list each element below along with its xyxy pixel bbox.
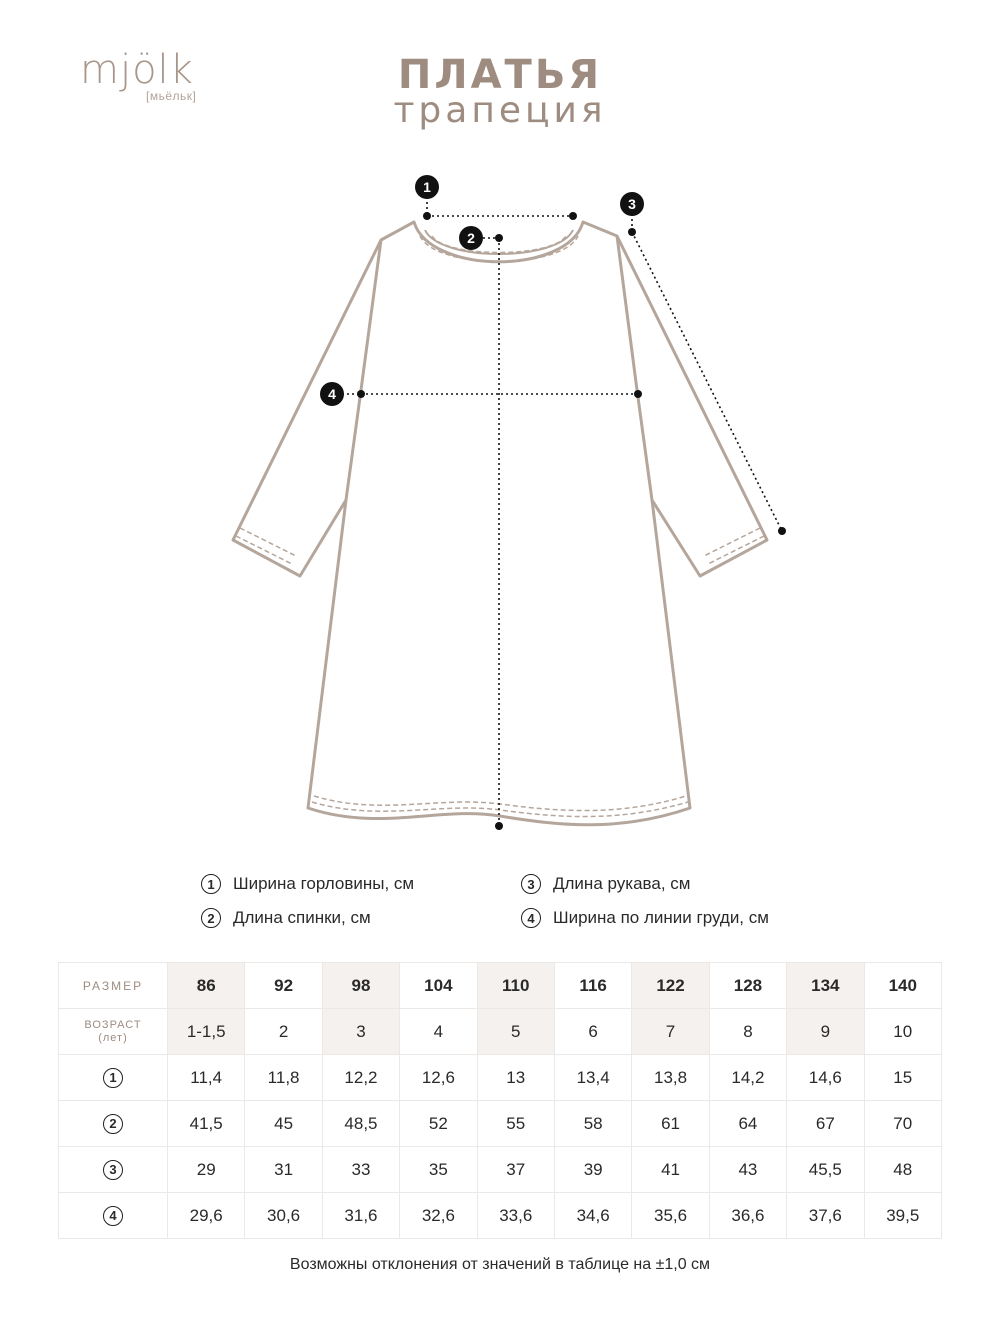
table-cell: 12,6: [400, 1055, 477, 1101]
table-cell: 61: [632, 1101, 709, 1147]
size-cell: 116: [554, 963, 631, 1009]
table-cell: 48,5: [322, 1101, 399, 1147]
table-cell: 31,6: [322, 1193, 399, 1239]
svg-text:3: 3: [628, 196, 636, 212]
size-cell: 134: [787, 963, 864, 1009]
marker-2: [459, 226, 483, 250]
brand-name: mjölk: [80, 47, 194, 93]
table-cell: 14,2: [709, 1055, 786, 1101]
table-cell: 70: [864, 1101, 941, 1147]
age-cell: 8: [709, 1009, 786, 1055]
measure-number: 2: [103, 1114, 123, 1134]
age-label-unit: (лет): [98, 1031, 128, 1044]
table-cell: 48: [864, 1147, 941, 1193]
measure-label: [59, 1055, 168, 1101]
legend-item-3: [521, 874, 690, 894]
legend-number: 4: [521, 908, 541, 928]
legend-item-1: [201, 874, 414, 894]
table-cell: 30,6: [245, 1193, 322, 1239]
legend-item-2: [201, 908, 371, 928]
legend-text: Длина спинки, см: [233, 908, 371, 927]
table-cell: 29,6: [168, 1193, 245, 1239]
table-cell: 43: [709, 1147, 786, 1193]
size-table: [58, 962, 942, 1239]
legend-number: 2: [201, 908, 221, 928]
age-cell: 7: [632, 1009, 709, 1055]
table-row-measure-4: [59, 1193, 942, 1239]
svg-text:1: 1: [423, 179, 431, 195]
age-cell: 2: [245, 1009, 322, 1055]
table-cell: 64: [709, 1101, 786, 1147]
age-cell: 5: [477, 1009, 554, 1055]
table-cell: 39: [554, 1147, 631, 1193]
age-cell: 3: [322, 1009, 399, 1055]
measure-label: [59, 1101, 168, 1147]
size-cell: 86: [168, 963, 245, 1009]
table-cell: 45,5: [787, 1147, 864, 1193]
table-cell: 32,6: [400, 1193, 477, 1239]
svg-text:2: 2: [467, 230, 475, 246]
table-cell: 31: [245, 1147, 322, 1193]
table-cell: 12,2: [322, 1055, 399, 1101]
table-cell: 33: [322, 1147, 399, 1193]
table-cell: 58: [554, 1101, 631, 1147]
table-cell: 35,6: [632, 1193, 709, 1239]
measure-number: 1: [103, 1068, 123, 1088]
measure-number: 4: [103, 1206, 123, 1226]
table-cell: 37: [477, 1147, 554, 1193]
marker-3: [620, 192, 644, 216]
page-title: ПЛАТЬЯ: [397, 52, 603, 98]
table-cell: 52: [400, 1101, 477, 1147]
table-cell: 36,6: [709, 1193, 786, 1239]
table-cell: 41,5: [168, 1101, 245, 1147]
size-cell: 104: [400, 963, 477, 1009]
measure-number: 3: [103, 1160, 123, 1180]
size-cell: 140: [864, 963, 941, 1009]
age-cell: 6: [554, 1009, 631, 1055]
size-cell: 128: [709, 963, 786, 1009]
table-cell: 29: [168, 1147, 245, 1193]
size-cell: 122: [632, 963, 709, 1009]
table-cell: 11,4: [168, 1055, 245, 1101]
marker-4: [320, 382, 344, 406]
table-cell: 55: [477, 1101, 554, 1147]
table-cell: 37,6: [787, 1193, 864, 1239]
page-subtitle: трапеция: [393, 90, 607, 131]
size-cell: 98: [322, 963, 399, 1009]
size-cell: 92: [245, 963, 322, 1009]
legend-number: 1: [201, 874, 221, 894]
age-cell: 1-1,5: [168, 1009, 245, 1055]
age-cell: 10: [864, 1009, 941, 1055]
table-cell: 15: [864, 1055, 941, 1101]
legend-item-4: [521, 908, 769, 928]
table-cell: 35: [400, 1147, 477, 1193]
tolerance-note: Возможны отклонения от значений в таблице на ±1,0 см: [289, 1256, 711, 1273]
age-cell: 4: [400, 1009, 477, 1055]
age-label: [59, 1009, 168, 1055]
table-cell: 13,4: [554, 1055, 631, 1101]
dress-outline: [233, 222, 767, 825]
table-cell: 11,8: [245, 1055, 322, 1101]
brand-sub: [мьёльк]: [146, 89, 197, 103]
table-cell: 13,8: [632, 1055, 709, 1101]
table-cell: 33,6: [477, 1193, 554, 1239]
table-cell: 45: [245, 1101, 322, 1147]
svg-text:4: 4: [328, 386, 336, 402]
measure-label: [59, 1147, 168, 1193]
legend-text: Ширина горловины, см: [233, 874, 415, 893]
size-cell: 110: [477, 963, 554, 1009]
measure-label: [59, 1193, 168, 1239]
table-row-ages: [59, 1009, 942, 1055]
legend-text: Ширина по линии груди, см: [553, 908, 769, 927]
legend-text: Длина рукава, см: [553, 874, 691, 893]
table-row-measure-3: [59, 1147, 942, 1193]
table-row-measure-1: [59, 1055, 942, 1101]
table-row-sizes: [59, 963, 942, 1009]
age-cell: 9: [787, 1009, 864, 1055]
table-cell: 39,5: [864, 1193, 941, 1239]
table-cell: 13: [477, 1055, 554, 1101]
marker-1: [415, 175, 439, 199]
table-cell: 14,6: [787, 1055, 864, 1101]
table-cell: 34,6: [554, 1193, 631, 1239]
table-cell: 67: [787, 1101, 864, 1147]
age-label-main: ВОЗРАСТ: [84, 1018, 142, 1031]
size-label: РАЗМЕР: [59, 963, 168, 1009]
table-cell: 41: [632, 1147, 709, 1193]
legend-number: 3: [521, 874, 541, 894]
table-row-measure-2: [59, 1101, 942, 1147]
